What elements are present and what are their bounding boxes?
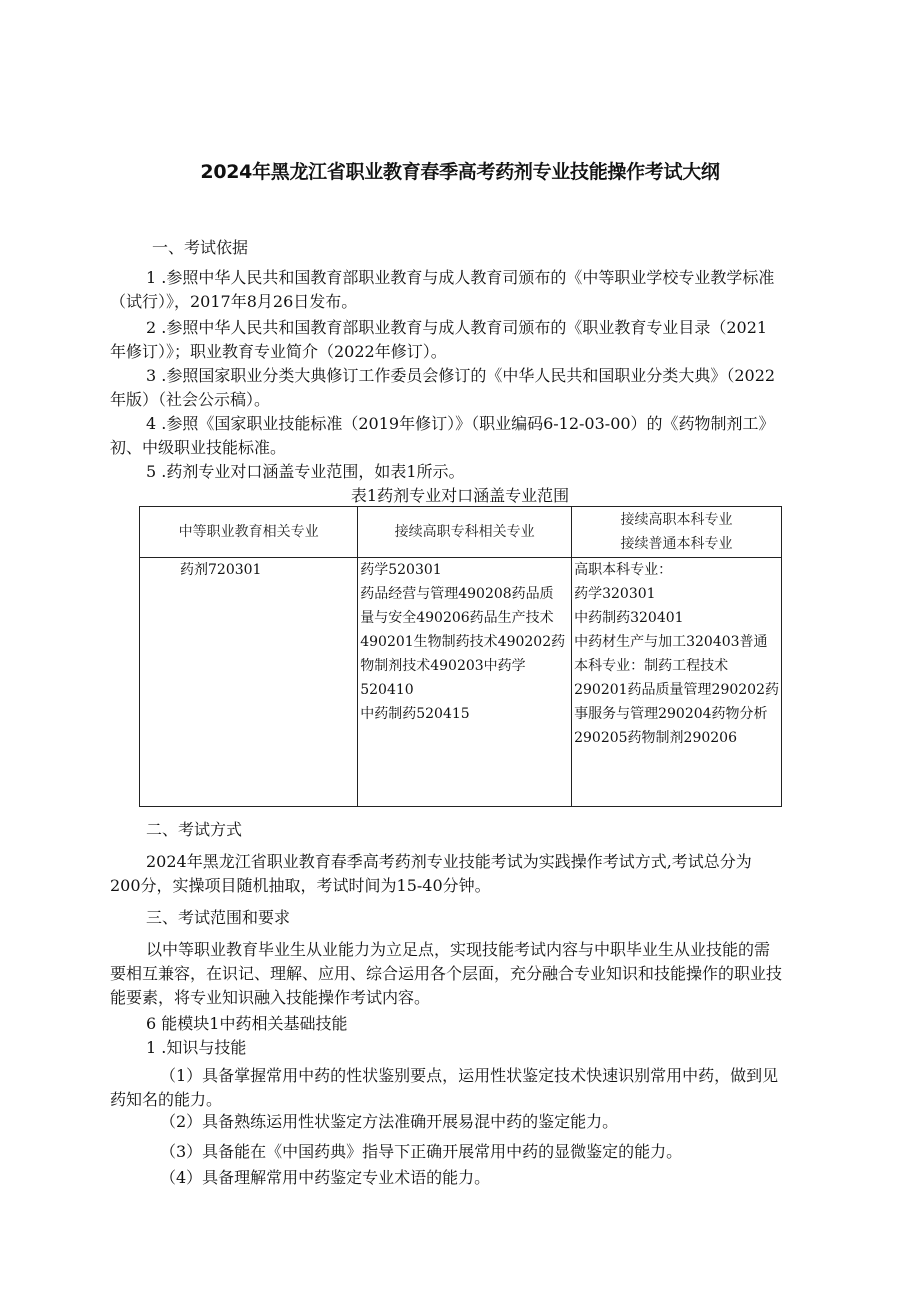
higher-vocational-line: 药品经营与管理490208药品质 [360, 586, 554, 602]
section-1-item-5: 5 .药剂专业对口涵盖专业范围，如表1所示。 [146, 462, 465, 481]
cell-undergraduate-majors [572, 558, 782, 807]
knowledge-item-4: （4）具备理解常用中药鉴定专业术语的能力。 [160, 1168, 491, 1187]
section-1-item-1: 1 .参照中华人民共和国教育部职业教育与成人教育司颁布的《中等职业学校专业教学标准（试行）》，2017年8月26日发布。 [110, 268, 775, 311]
section-1-item-2: 2 .参照中华人民共和国教育部职业教育与成人教育司颁布的《职业教育专业目录（2021年修订）》；职业教育专业简介（2022年修订）。 [110, 318, 768, 361]
document-title: 2024年黑龙江省职业教育春季高考药剂专业技能操作考试大纲 [200, 161, 720, 183]
higher-vocational-line: 520410 [360, 682, 414, 698]
higher-vocational-line: 量与安全490206药品生产技术 [360, 610, 554, 626]
knowledge-item-1: （1）具备掌握常用中药的性状鉴别要点，运用性状鉴定技术快速识别常用中药，做到见药知名的能力。 [110, 1066, 779, 1109]
section-1-heading: 一、考试依据 [152, 238, 249, 257]
table-caption: 表1药剂专业对口涵盖专业范围 [350, 486, 570, 505]
cell-higher-vocational-majors [358, 558, 572, 807]
section-3-text: 以中等职业教育毕业生从业能力为立足点，实现技能考试内容与中职毕业生从业技能的需要相互兼容，在识记、理解、应用、综合运用各个层面，充分融合专业知识和技能操作的职业技能要素，将专业知识融入技能操作考试内容。 [110, 940, 783, 1007]
table-row [140, 558, 782, 807]
header-undergraduate-line-1: 接续高职本科专业 [620, 512, 733, 528]
knowledge-item-3: （3）具备能在《中国药典》指导下正确开展常用中药的显微鉴定的能力。 [160, 1142, 683, 1161]
section-1-item-3: 3 .参照国家职业分类大典修订工作委员会修订的《中华人民共和国职业分类大典》（2022年版）（社会公示稿）。 [110, 366, 776, 409]
section-1-item-4: 4 .参照《国家职业技能标准（2019年修订）》（职业编码6-12-03-00）的《药物制剂工》初、中级职业技能标准。 [110, 414, 775, 457]
knowledge-item-2: （2）具备熟练运用性状鉴定方法准确开展易混中药的鉴定能力。 [160, 1112, 619, 1131]
header-undergraduate-line-2: 接续普通本科专业 [620, 536, 733, 552]
undergraduate-line: 290201药品质量管理290202药 [574, 682, 779, 698]
undergraduate-line: 高职本科专业： [574, 562, 673, 578]
section-2-heading: 二、考试方式 [146, 820, 243, 839]
undergraduate-line: 本科专业：制药工程技术 [574, 658, 729, 674]
higher-vocational-line: 药学520301 [360, 562, 442, 578]
cell-pharmacy-major: 药剂720301 [140, 558, 358, 807]
header-undergraduate [572, 507, 782, 558]
undergraduate-line: 药学320301 [574, 586, 656, 602]
undergraduate-line: 中药材生产与加工320403普通 [574, 634, 768, 650]
module-heading: 6 能模块1中药相关基础技能 [146, 1014, 348, 1033]
knowledge-heading: 1 .知识与技能 [146, 1038, 247, 1057]
higher-vocational-line: 490201生物制药技术490202药 [360, 634, 566, 650]
undergraduate-line: 290205药物制剂290206 [574, 730, 737, 746]
major-coverage-table [139, 506, 782, 807]
table-header-row [140, 507, 782, 558]
undergraduate-line: 中药制药320401 [574, 610, 684, 626]
higher-vocational-line: 物制剂技术490203中药学 [360, 658, 526, 674]
higher-vocational-line: 中药制药520415 [360, 706, 470, 722]
section-2-text: 2024年黑龙江省职业教育春季高考药剂专业技能考试为实践操作考试方式,考试总分为200分，实操项目随机抽取，考试时间为15-40分钟。 [110, 852, 752, 895]
section-3-heading: 三、考试范围和要求 [146, 908, 291, 927]
header-secondary-vocational: 中等职业教育相关专业 [140, 507, 358, 558]
undergraduate-line: 事服务与管理290204药物分析 [574, 706, 768, 722]
header-higher-vocational: 接续高职专科相关专业 [358, 507, 572, 558]
